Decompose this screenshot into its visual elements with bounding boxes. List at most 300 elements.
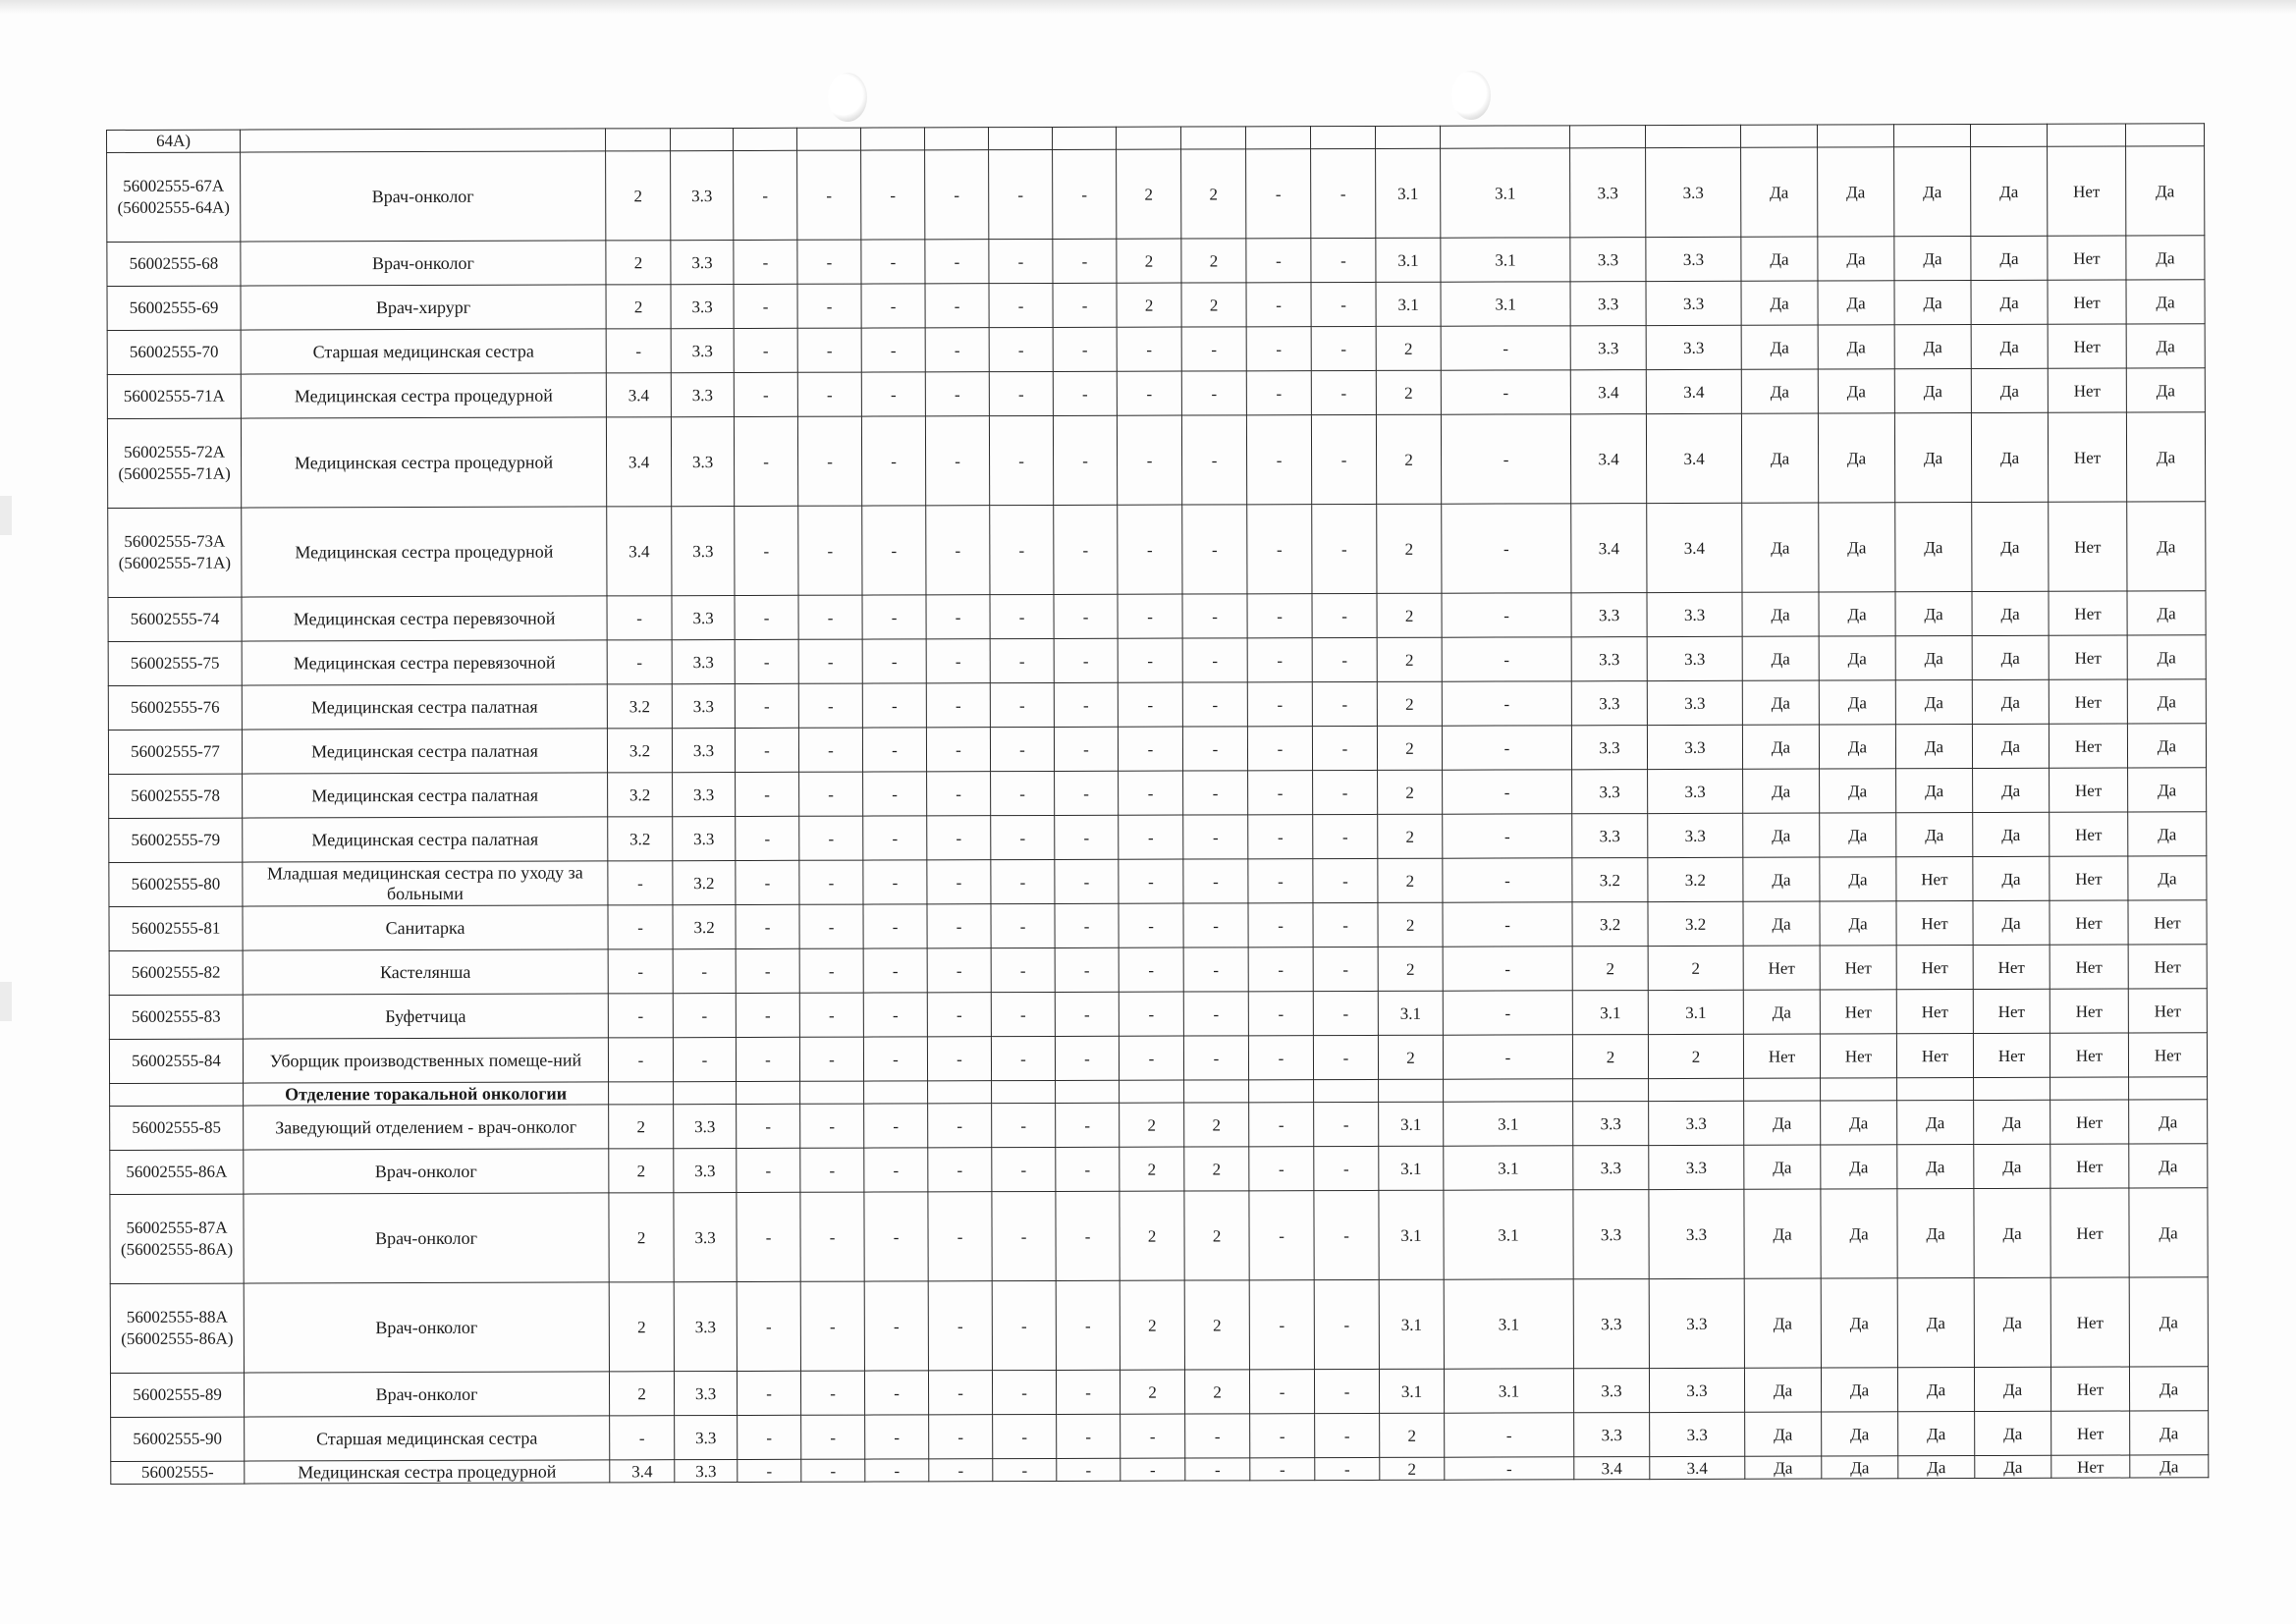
value-cell: Да [1822,1412,1898,1456]
value-cell: - [863,904,927,948]
value-cell: - [1055,859,1119,903]
position-name-cell: Санитарка [243,905,608,950]
value-cell: 3.3 [674,1192,737,1281]
value-cell: - [928,1281,992,1371]
value-cell: 2 [1572,1035,1648,1079]
value-cell: - [863,948,927,993]
value-cell: Нет [1820,990,1896,1034]
table-row [107,412,2205,509]
value-cell: 3.3 [671,150,734,240]
value-cell: 2 [606,285,671,329]
value-cell: 3.1 [1441,282,1570,326]
value-cell: Да [1818,369,1894,413]
value-cell: - [1118,727,1182,771]
value-cell: - [1249,1147,1314,1191]
value-cell: - [1054,682,1118,727]
value-cell: 3.3 [1573,1369,1649,1413]
value-cell [1569,126,1645,148]
value-cell: - [1247,638,1312,682]
position-name-cell: Врач-онколог [244,1193,609,1283]
value-cell: Да [1743,769,1820,813]
value-cell: - [1443,770,1572,814]
value-cell: 2 [1120,1147,1184,1191]
value-cell: Да [2127,679,2206,724]
value-cell: Да [1971,412,2048,502]
workplace-code-cell: 56002555-78 [109,774,243,818]
value-cell: Нет [2050,812,2128,856]
value-cell: - [608,905,673,949]
value-cell: - [1182,682,1247,727]
value-cell: Нет [1896,901,1973,946]
value-cell: Да [1818,147,1894,237]
value-cell: - [991,1036,1055,1080]
value-cell: Нет [2051,1455,2130,1478]
value-cell [992,1080,1056,1103]
value-cell: 3.3 [1649,1189,1744,1278]
value-cell: Нет [1973,989,2050,1033]
value-cell: - [797,328,861,372]
value-cell: Да [1820,857,1896,901]
value-cell: Да [2126,368,2205,412]
value-cell: - [1053,415,1117,505]
position-name-cell: Медицинская сестра палатная [243,817,608,862]
value-cell: - [1247,594,1312,638]
value-cell: Да [1819,725,1895,769]
value-cell: Да [1972,679,2049,724]
value-cell: - [1442,681,1571,726]
value-cell: Да [1821,1189,1897,1278]
value-cell: 2 [1120,1370,1184,1414]
table-row [108,502,2206,598]
value-cell: - [864,1281,928,1371]
value-cell: 3.3 [1572,770,1648,814]
value-cell: Да [1972,724,2049,768]
position-name-cell: Медицинская сестра палатная [243,773,608,818]
value-cell: Да [1744,1278,1821,1368]
value-cell [1740,125,1817,147]
value-cell: - [1312,593,1377,637]
position-name-cell: Кастелянша [243,949,608,995]
value-cell: - [1055,1036,1119,1080]
value-cell: - [1249,1370,1314,1414]
punch-hole-right [1451,71,1491,120]
value-cell: - [1054,594,1118,638]
value-cell: - [1248,859,1313,903]
value-cell: - [738,1459,801,1482]
value-cell: 3.3 [1647,636,1742,680]
value-cell: - [734,150,797,240]
value-cell: - [800,1192,864,1281]
value-cell: - [1247,682,1312,727]
value-cell: - [1247,727,1312,771]
value-cell: - [1441,370,1570,414]
value-cell: - [797,416,861,506]
value-cell: Да [1741,281,1818,325]
workplace-code-cell: 56002555-81 [109,906,243,950]
value-cell [864,1081,928,1104]
value-cell: 3.3 [1573,1146,1649,1190]
value-cell: - [989,283,1053,327]
table-row [108,679,2206,731]
value-cell: Да [1897,1189,1974,1278]
value-cell: - [863,1037,927,1081]
value-cell: Да [1972,635,2049,679]
value-cell [988,127,1052,149]
value-cell: Да [1743,813,1820,857]
table-row [109,856,2207,907]
value-cell: - [736,1037,799,1081]
workplace-code-cell: 56002555-77 [108,730,242,774]
value-cell: Да [1894,369,1971,413]
value-cell: - [738,1415,801,1459]
value-cell [1314,1079,1379,1102]
value-cell: - [798,506,862,595]
scan-top-edge [0,0,2296,14]
value-cell: 3.2 [607,729,672,773]
value-cell: 3.4 [1650,1456,1745,1479]
workplace-code-cell: 56002555-72А (56002555-71А) [107,418,241,508]
value-cell: 3.3 [1646,237,1741,281]
value-cell: - [1249,1103,1314,1147]
value-cell: - [991,815,1055,859]
value-cell: - [1314,1146,1379,1190]
value-cell: - [1313,991,1378,1035]
value-cell: - [1182,638,1247,682]
value-cell: - [799,1037,863,1081]
value-cell: - [797,284,861,328]
value-cell: 3.4 [1570,414,1646,504]
position-name-cell: Медицинская сестра процедурной [242,507,607,597]
value-cell: 2 [609,1149,674,1193]
value-cell: - [737,1281,800,1371]
workplace-code-cell: 56002555-75 [108,641,242,685]
value-cell: - [799,772,863,816]
value-cell: 2 [1181,149,1246,239]
value-cell: - [1248,1036,1313,1080]
table-row [107,236,2205,287]
value-cell: - [992,1103,1056,1147]
workplace-code-cell: 56002555-70 [107,330,241,374]
value-cell: Да [1974,1277,2050,1367]
value-cell: Да [1819,636,1895,680]
value-cell: Нет [2049,724,2127,768]
value-cell: 3.1 [1441,238,1570,282]
value-cell: - [1247,505,1312,594]
value-cell: - [1181,415,1246,505]
position-name-cell: Медицинская сестра перевязочной [242,640,607,685]
value-cell: 3.1 [1572,991,1648,1035]
value-cell: Да [1819,592,1895,636]
value-cell: - [861,416,925,506]
value-cell: - [799,993,863,1037]
value-cell: Да [1821,1101,1897,1145]
value-cell: Нет [2128,1033,2207,1077]
value-cell: 2 [1380,1413,1445,1457]
value-cell: - [1053,239,1117,283]
value-cell: - [863,816,927,860]
value-cell: Да [1741,369,1818,413]
value-cell: Да [2129,1367,2208,1411]
value-cell: - [1056,1191,1120,1280]
value-cell: - [925,150,989,240]
value-cell [860,128,924,150]
value-cell: Да [1742,592,1819,636]
value-cell: Нет [2051,1411,2130,1455]
table-row [111,1411,2209,1462]
value-cell: - [737,1371,800,1415]
value-cell: - [1055,771,1119,815]
value-cell [1817,125,1893,147]
value-cell: - [927,816,991,860]
position-name-cell: Буфетчица [243,994,608,1039]
value-cell: - [1182,727,1247,771]
value-cell: Нет [2048,146,2126,236]
value-cell: - [991,771,1055,815]
value-cell: Нет [2050,900,2128,945]
value-cell: - [1312,504,1377,593]
value-cell: Да [2129,1277,2208,1367]
value-cell: - [1313,1035,1378,1079]
value-cell: Нет [2049,502,2127,591]
value-cell: 2 [609,1105,674,1149]
value-cell: Да [1895,680,1972,725]
value-cell: - [864,1148,928,1192]
value-cell: - [673,993,736,1037]
value-cell: 2 [1184,1103,1249,1147]
value-cell: Да [1971,146,2048,236]
value-cell: - [1248,815,1313,859]
value-cell: 3.3 [671,284,734,328]
value-cell: - [1311,148,1376,238]
value-cell: - [1117,371,1181,415]
value-cell: Да [1741,413,1818,503]
value-cell: - [861,150,925,240]
table-row [109,900,2207,951]
value-cell: - [1057,1414,1121,1458]
scan-artifact [0,982,12,1021]
table-row [109,768,2207,819]
value-cell [1645,125,1740,147]
position-name-cell: Медицинская сестра палатная [242,729,607,774]
value-cell: 2 [1184,1147,1249,1191]
value-cell: Нет [1973,945,2050,989]
value-cell: - [1056,1280,1120,1370]
value-cell: 3.3 [1649,1101,1744,1145]
value-cell: 3.2 [1572,902,1648,947]
value-cell: - [1443,1035,1572,1079]
value-cell [1893,125,1970,147]
value-cell: - [927,993,991,1037]
position-name-cell: Заведующий отделением - врач-онколог [244,1105,609,1150]
value-cell: - [1185,1458,1250,1481]
value-cell: Да [1818,237,1894,281]
value-cell: Нет [2128,900,2207,945]
value-cell: - [861,284,925,328]
value-cell: - [1054,727,1118,771]
value-cell: - [1053,371,1117,415]
value-cell: - [1183,947,1248,992]
value-cell: - [736,860,799,904]
value-cell: Да [1973,768,2050,812]
value-cell: Да [1972,502,2049,591]
value-cell: 2 [1184,1280,1249,1370]
value-cell: Да [2126,236,2205,280]
value-cell: 3.3 [673,772,736,816]
value-cell: - [1183,992,1248,1036]
value-cell: 3.2 [607,684,672,729]
value-cell: 3.3 [1570,148,1646,238]
value-cell: - [1250,1414,1315,1458]
workplace-code-cell: 56002555-82 [109,950,243,995]
value-cell: Нет [2050,1033,2128,1077]
value-cell: - [797,372,861,416]
value-cell: 2 [1648,1034,1743,1078]
value-cell: Да [1741,147,1818,237]
value-cell: 3.3 [674,1371,737,1415]
value-cell: - [1185,1414,1250,1458]
value-cell: 3.3 [1647,725,1742,769]
value-cell: - [1246,371,1311,415]
table-row [107,324,2205,375]
value-cell: - [1183,771,1248,815]
value-cell: 2 [1120,1103,1184,1147]
table-row [108,635,2206,686]
value-cell: 3.3 [672,595,735,639]
value-cell: 3.1 [1379,1146,1444,1190]
value-cell: - [1053,327,1117,371]
value-cell [1970,124,2047,146]
value-cell: Да [1742,503,1819,592]
value-cell: - [864,1104,928,1148]
value-cell: - [927,860,991,904]
value-cell: 3.3 [1647,680,1742,725]
value-cell: 3.2 [1572,858,1648,902]
value-cell: - [734,416,797,506]
value-cell: 3.3 [1571,593,1647,637]
value-cell: Да [1895,503,1972,592]
position-name-cell: Врач-онколог [244,1282,609,1373]
value-cell: 3.1 [1444,1146,1573,1190]
workplace-code-cell: 56002555-74 [108,597,242,641]
value-cell: - [736,904,799,948]
value-cell: 3.1 [1441,148,1570,238]
value-cell: - [863,993,927,1037]
value-cell: - [799,816,863,860]
workplace-code-cell: 56002555-80 [109,862,243,906]
value-cell: Да [1896,769,1973,813]
value-cell: - [1055,992,1119,1036]
table-row [108,591,2206,642]
value-cell: 2 [1117,149,1181,239]
value-cell: - [928,1192,992,1281]
value-cell: Нет [2049,591,2127,635]
value-cell: - [927,772,991,816]
value-cell: - [799,904,863,948]
value-cell: Нет [2050,1367,2129,1411]
value-cell: Да [1818,413,1894,503]
value-cell [2125,124,2204,146]
value-cell: - [1183,903,1248,947]
value-cell: 3.3 [1573,1102,1649,1146]
value-cell: Нет [2050,768,2128,812]
table-body [107,124,2209,1485]
table-row [107,368,2205,419]
value-cell: Да [1820,901,1896,946]
value-cell: - [1443,814,1572,858]
value-cell: - [798,683,862,728]
value-cell: Да [1744,1368,1821,1412]
punch-hole-left [828,73,867,122]
workplace-code-cell: 56002555-87А (56002555-86А) [110,1194,244,1283]
value-cell [1052,127,1116,149]
value-cell: - [862,595,926,639]
value-cell: 2 [1117,239,1181,283]
value-cell: Да [2129,1144,2208,1188]
value-cell: - [734,372,797,416]
value-cell: 2 [1181,239,1246,283]
value-cell: Нет [1973,1033,2050,1077]
value-cell: - [735,506,798,595]
value-cell: - [992,1280,1056,1370]
value-cell: 3.3 [1570,326,1646,370]
value-cell: Да [1894,237,1971,281]
value-cell: - [989,327,1053,371]
value-cell: Да [1897,1368,1974,1412]
value-cell: 3.3 [1646,281,1741,325]
value-cell: - [608,949,673,994]
value-cell: Нет [2048,368,2126,412]
position-name-cell: Медицинская сестра процедурной [245,1460,610,1484]
value-cell: - [800,1281,864,1371]
value-cell: 3.1 [1444,1369,1573,1413]
value-cell: 3.1 [1444,1190,1573,1279]
value-cell: 2 [1572,947,1648,991]
value-cell: 2 [1378,902,1443,947]
value-cell [924,128,988,150]
value-cell: 3.3 [1649,1278,1744,1368]
value-cell: - [1313,770,1378,814]
value-cell: - [1119,771,1183,815]
value-cell: Да [1819,680,1895,725]
position-name-cell: Врач-онколог [241,241,606,286]
value-cell: - [798,595,862,639]
value-cell: Да [1820,813,1896,857]
value-cell: - [736,993,799,1037]
value-cell: 2 [1377,726,1442,770]
value-cell: - [1441,326,1570,370]
value-cell: - [737,1192,800,1281]
value-cell [1375,126,1440,148]
value-cell: 2 [1378,947,1443,991]
value-cell: - [1442,726,1571,770]
value-cell: 3.3 [1646,147,1741,237]
position-name-cell [241,129,606,152]
value-cell: Да [1744,1101,1821,1145]
value-cell: - [1053,283,1117,327]
value-cell: Да [1744,1189,1821,1278]
value-cell: - [800,1148,864,1192]
value-cell: Да [2127,724,2206,768]
value-cell: - [991,992,1055,1036]
value-cell [1310,126,1375,148]
workplace-code-cell: 56002555-85 [110,1106,244,1150]
value-cell: 2 [609,1282,674,1372]
value-cell: 2 [1117,283,1181,327]
value-cell: Да [1742,680,1819,725]
value-cell: - [1182,594,1247,638]
value-cell: Да [1821,1368,1897,1412]
workplace-code-cell: 56002555-79 [109,818,243,862]
